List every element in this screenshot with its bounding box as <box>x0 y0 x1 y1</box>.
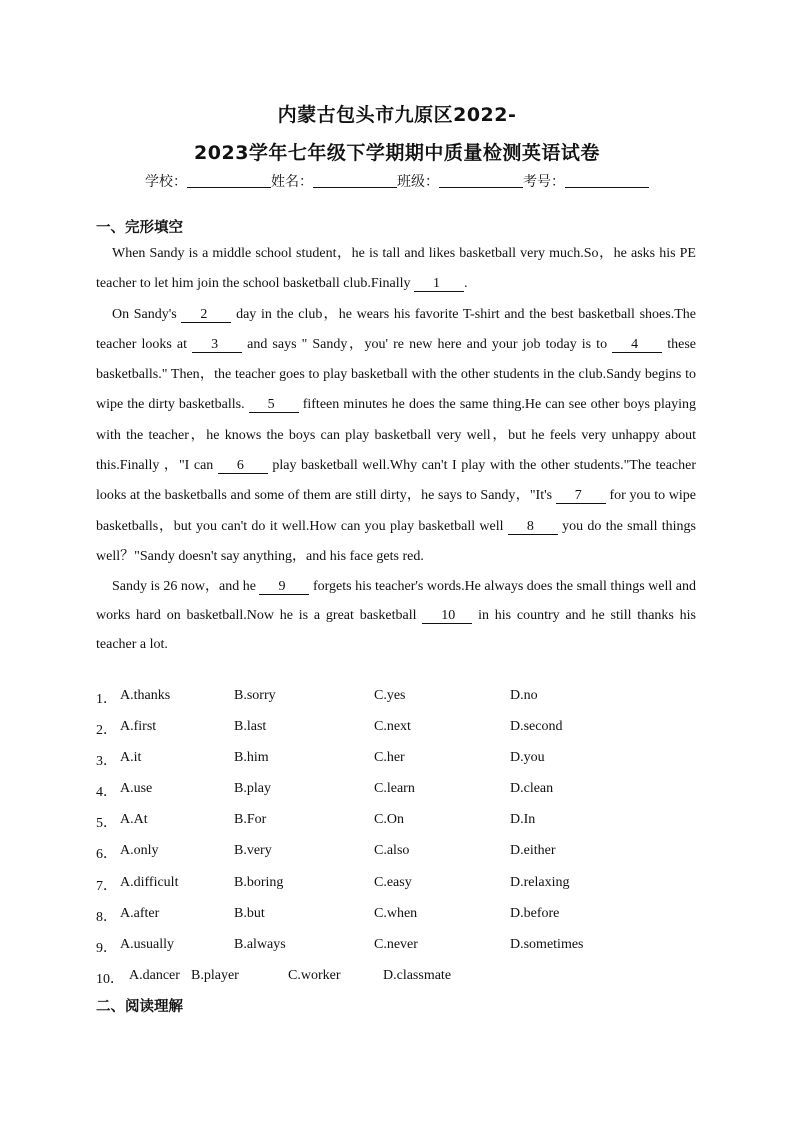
option-c[interactable]: C.worker <box>288 967 341 983</box>
passage-text: you do the small things well？"Sandy doesn't say anything，and his face gets red. <box>96 518 696 564</box>
question-number: 2． <box>96 723 117 739</box>
option-b[interactable]: B.always <box>234 936 286 952</box>
option-a[interactable]: A.only <box>120 843 159 859</box>
passage-paragraph-3 <box>96 572 696 659</box>
passage-text: for you to wipe basketballs，but you can't do it well.How can you play basketball well <box>96 488 696 534</box>
section-heading-cloze: 一、完形填空 <box>96 220 183 236</box>
option-b[interactable]: B.For <box>234 812 267 828</box>
option-b[interactable]: B.last <box>234 719 267 735</box>
question-number: 5． <box>96 816 117 832</box>
page-title-line-2: 2023学年七年级下学期期中质量检测英语试卷 <box>194 142 600 164</box>
blank-5: 5 <box>249 397 299 413</box>
option-a[interactable]: A.after <box>120 905 160 921</box>
name-label: 姓名： <box>271 174 313 190</box>
option-d[interactable]: D.classmate <box>383 967 452 983</box>
option-a[interactable]: A.it <box>120 750 142 766</box>
option-b[interactable]: B.but <box>234 905 265 921</box>
question-number: 9． <box>96 940 117 956</box>
option-c[interactable]: C.her <box>374 750 405 766</box>
option-a[interactable]: A.use <box>120 781 153 797</box>
number-blank[interactable] <box>565 173 649 188</box>
option-d[interactable]: D.either <box>510 843 556 859</box>
question-number: 7． <box>96 878 117 894</box>
page-title-line-1: 内蒙古包头市九原区2022- <box>277 104 517 126</box>
blank-4: 4 <box>612 337 662 353</box>
option-a[interactable]: A.At <box>120 812 148 828</box>
blank-8: 8 <box>508 519 558 535</box>
question-row <box>96 937 716 968</box>
option-c[interactable]: C.learn <box>374 781 415 797</box>
option-a[interactable]: A.difficult <box>120 874 179 890</box>
blank-10: 10 <box>422 608 472 624</box>
question-row <box>96 906 716 937</box>
passage-text: day in the club，he wears his favorite T-shirt and the best basketball shoes.The teacher looks at <box>96 306 696 352</box>
blank-1: 1 <box>414 276 464 292</box>
option-c[interactable]: C.On <box>374 812 404 828</box>
school-blank[interactable] <box>187 173 271 188</box>
blank-7: 7 <box>556 488 606 504</box>
option-d[interactable]: D.you <box>510 750 545 766</box>
question-row <box>96 968 716 999</box>
passage-text: in his country and he still thanks his teacher a lot. <box>96 608 696 653</box>
question-number: 8． <box>96 909 117 925</box>
option-a[interactable]: A.dancer <box>129 967 180 983</box>
passage-text: and says " Sandy，you' re new here and your job today is to <box>242 336 613 352</box>
option-d[interactable]: D.relaxing <box>510 874 570 890</box>
option-c[interactable]: C.when <box>374 905 418 921</box>
option-c[interactable]: C.yes <box>374 688 406 703</box>
name-blank[interactable] <box>313 173 397 188</box>
option-b[interactable]: B.play <box>234 781 271 797</box>
option-d[interactable]: D.second <box>510 719 563 735</box>
option-a[interactable]: A.thanks <box>120 688 171 703</box>
option-c[interactable]: C.also <box>374 843 410 859</box>
option-b[interactable]: B.player <box>191 967 239 983</box>
option-b[interactable]: B.boring <box>234 874 284 890</box>
option-b[interactable]: B.very <box>234 843 272 859</box>
question-number: 4． <box>96 785 117 801</box>
passage-text: . <box>464 276 468 292</box>
class-label: 班级： <box>397 174 439 190</box>
question-row <box>96 719 716 750</box>
answer-options <box>96 688 716 999</box>
option-c[interactable]: C.easy <box>374 874 412 890</box>
passage-text: play basketball well.Why can't I play with the other students."The teacher looks at the basketballs and some of them are still dirty，he says to Sandy，"It's <box>96 458 696 504</box>
passage-text: these basketballs." Then，the teacher goes to play basketball with the other students in the club.Sandy begins to wipe the dirty basketballs. <box>96 336 696 413</box>
question-row <box>96 875 716 906</box>
blank-2: 2 <box>181 307 231 323</box>
passage-text: forgets his teacher's words.He always does the small things well and works hard on basketball.Now he is a great basketball <box>96 579 696 624</box>
option-a[interactable]: A.first <box>120 719 157 735</box>
passage-paragraph-1 <box>96 239 696 300</box>
question-row <box>96 750 716 781</box>
question-row <box>96 781 716 812</box>
question-number: 3． <box>96 754 117 770</box>
section-heading-reading: 二、阅读理解 <box>96 999 183 1015</box>
question-number: 10． <box>96 971 124 987</box>
option-d[interactable]: D.before <box>510 905 560 921</box>
option-d[interactable]: D.no <box>510 688 538 703</box>
blank-6: 6 <box>218 458 268 474</box>
question-row <box>96 812 716 843</box>
class-blank[interactable] <box>439 173 523 188</box>
option-c[interactable]: C.next <box>374 719 411 735</box>
school-label: 学校： <box>145 174 187 190</box>
option-d[interactable]: D.In <box>510 812 536 828</box>
question-number: 6． <box>96 847 117 863</box>
option-c[interactable]: C.never <box>374 936 418 952</box>
option-b[interactable]: B.sorry <box>234 688 276 703</box>
question-row <box>96 843 716 874</box>
option-d[interactable]: D.clean <box>510 781 554 797</box>
cloze-passage <box>96 239 696 659</box>
passage-text: On Sandy's <box>112 306 182 322</box>
blank-3: 3 <box>192 337 242 353</box>
passage-text: Sandy is 26 now，and he <box>112 579 260 595</box>
option-a[interactable]: A.usually <box>120 936 175 952</box>
number-label: 考号： <box>523 174 565 190</box>
passage-text: When Sandy is a middle school student，he is tall and likes basketball very much.So，he asks his PE teacher to let him join the school basketball club.Finally <box>96 246 696 292</box>
passage-paragraph-2 <box>96 300 696 573</box>
question-row <box>96 688 716 719</box>
option-b[interactable]: B.him <box>234 750 269 766</box>
option-d[interactable]: D.sometimes <box>510 936 584 952</box>
passage-text: fifteen minutes he does the same thing.He can see other boys playing with the teacher，he knows the boys can play basketball very well，but he feels very unhappy about this.Finally ，"I can <box>96 397 696 474</box>
student-info-line <box>0 171 794 191</box>
blank-9: 9 <box>259 579 309 595</box>
question-number: 1． <box>96 692 117 707</box>
